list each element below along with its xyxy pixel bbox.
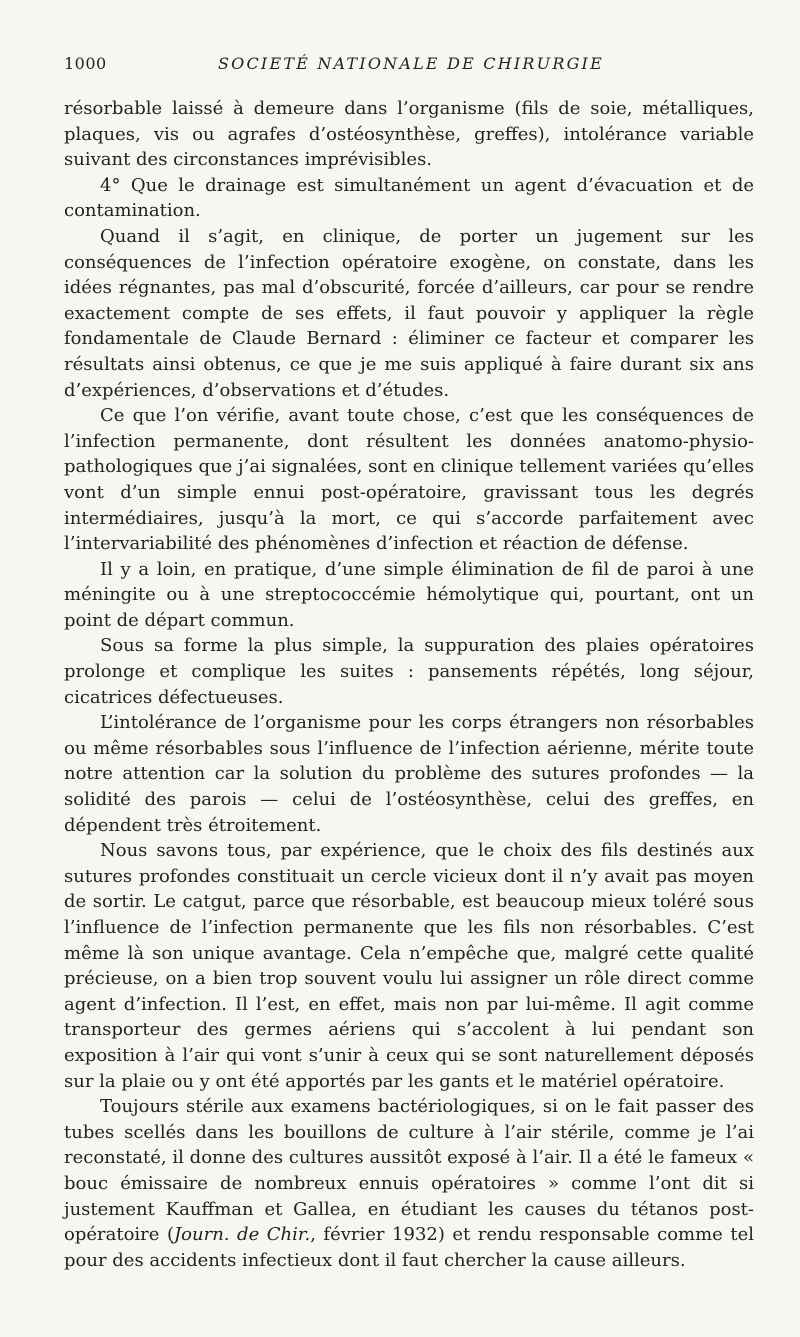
paragraph-suppuration: Sous sa forme la plus simple, la suppuration des plaies opératoires prolonge et complique les suites : pansements répétés, long séjour, cicatrices défectueuses. xyxy=(64,635,754,708)
paragraph-practical-difference: Il y a loin, en pratique, d’une simple élimination de fil de paroi à une méningite ou à une streptococcémie hémolytique qui, pourtant, ont un point de départ commun. xyxy=(64,558,754,631)
page-number: 1000 xyxy=(64,54,107,73)
running-head xyxy=(64,54,754,78)
paragraph-foreign-bodies: L’intolérance de l’organisme pour les corps étrangers non résorbables ou même résorbables sous l’influence de l’infection aérienne, mérite toute notre attention car la solution du problème des sutures profondes — la solidité des parois — celui de l’ostéosynthèse, celui des greffes, en dépendent très étroitement. xyxy=(64,712,754,836)
last-paragraph-text-after-citation: , février 1932) et rendu responsable comme tel pour des accidents infectieux dont il faut chercher la cause ailleurs. xyxy=(64,1224,754,1271)
paragraph-clinical-judgement: Quand il s’agit, en clinique, de porter un jugement sur les conséquences de l’infection opératoire exogène, on constate, dans les idées régnantes, pas mal d’obscurité, forcée d’ailleurs, car pour se rendre exactement compte de ses effets, il faut pouvoir y appliquer la règle fondamentale de Claude Bernard : éliminer ce facteur et comparer les résultats ainsi obtenus, ce que je me suis appliqué à faire durant six ans d’expériences, d’observations et d’études. xyxy=(64,225,754,401)
paragraph-continued: résorbable laissé à demeure dans l’organisme (fils de soie, métalliques, plaques, vis ou agrafes d’ostéosynthèse, greffes), intolérance variable suivant des circonstances imprévisibles. xyxy=(64,98,754,171)
paragraph-sutures-catgut: Nous savons tous, par expérience, que le choix des fils destinés aux sutures profondes constituait un cercle vicieux dont il n’y avait pas moyen de sortir. Le catgut, parce que résorbable, est beaucoup mieux toléré sous l’influence de l’infection permanente que les fils non résorbables. C’est même là son unique avantage. Cela n’empêche que, malgré cette qualité précieuse, on a bien trop souvent voulu lui assigner un rôle direct comme agent d’infection. Il l’est, en effet, mais non par lui-même. Il agit comme transporteur des germes aériens qui s’accolent à lui pendant son exposition à l’air qui vont s’unir à ceux qui se sont naturellement déposés sur la plaie ou y ont été apportés par les gants et le matériel opératoire. xyxy=(64,840,754,1092)
journal-citation: Journ. de Chir. xyxy=(173,1224,311,1246)
paragraph-drainage-point: 4° Que le drainage est simultanément un agent d’évacuation et de contamination. xyxy=(64,174,754,222)
journal-title: SOCIETÉ NATIONALE DE CHIRURGIE xyxy=(218,54,604,73)
paragraph-permanent-infection: Ce que l’on vérifie, avant toute chose, c’est que les conséquences de l’infection permanente, dont résultent les données anatomo-physio-pathologiques que j’ai signalées, sont en clinique tellement variées qu’elles vont d’un simple ennui post-opératoire, gravissant tous les degrés intermédiaires, jusqu’à la mort, ce qui s’accorde parfaitement avec l’intervariabilité des phénomènes d’infection et réaction de défense. xyxy=(64,405,754,555)
paragraph-sterile-examinations xyxy=(64,1094,754,1273)
last-paragraph-text-before-citation: Toujours stérile aux examens bactériologiques, si on le fait passer des tubes scellés dans les bouillons de culture à l’air stérile, comme je l’ai reconstaté, il donne des cultures aussitôt exposé à l’air. Il a été le fameux « bouc émissaire de nombreux ennuis opératoires » comme l’ont dit si justement Kauffman et Gallea, en étudiant les causes du tétanos post-opératoire ( xyxy=(64,1096,754,1246)
body-text xyxy=(64,96,754,1273)
